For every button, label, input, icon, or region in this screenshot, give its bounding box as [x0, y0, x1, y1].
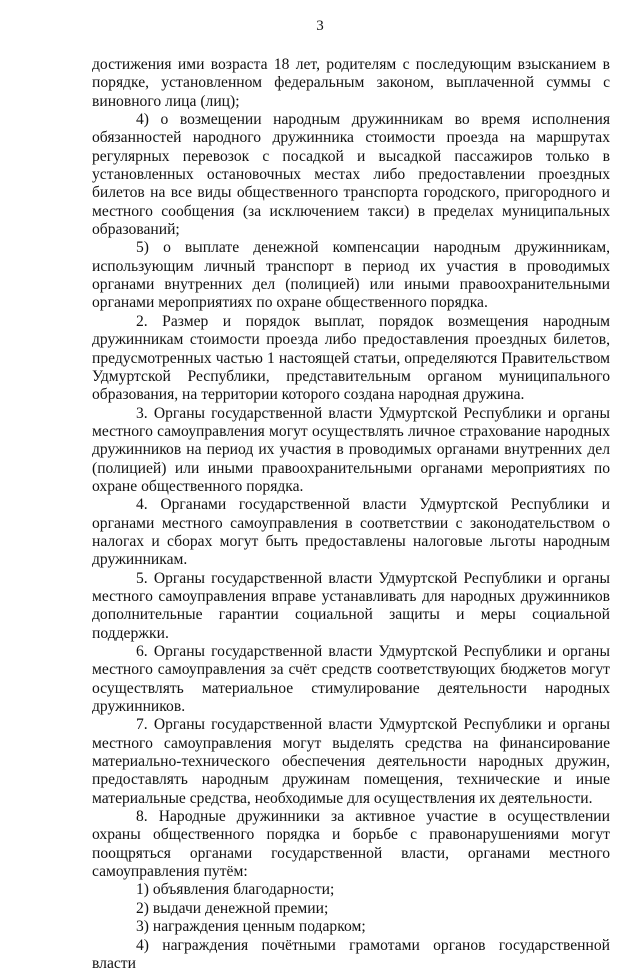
paragraph-part-2: 2. Размер и порядок выплат, порядок возмещения народным дружинникам стоимости проезда либо предоставления проездных билетов, предусмотренных частью 1 настоящей статьи, определяются Правительством Удмуртской Республики, представительным органом муниципального образования, на территории которого создана народная дружина. [92, 313, 610, 405]
list-item-3: 3) награждения ценным подарком; [92, 918, 610, 936]
paragraph-part-6: 6. Органы государственной власти Удмуртской Республики и органы местного самоуправления за счёт средств соответствующих бюджетов могут осуществлять материальное стимулирование деятельности народных дружинников. [92, 643, 610, 716]
list-item-2: 2) выдачи денежной премии; [92, 900, 610, 918]
list-item-1: 1) объявления благодарности; [92, 881, 610, 899]
paragraph-part-4: 4. Органами государственной власти Удмуртской Республики и органами местного самоуправления в соответствии с законодательством о налогах и сборах могут быть предоставлены налоговые льготы народным дружинникам. [92, 496, 610, 569]
page-number: 3 [0, 17, 640, 35]
paragraph-part-7: 7. Органы государственной власти Удмуртской Республики и органы местного самоуправления могут выделять средства на финансирование материально-технического обеспечения деятельности народных дружин, предоставлять народным дружинам помещения, технические и иные материальные средства, необходимые для осуществления их деятельности. [92, 716, 610, 808]
paragraph-continuation: достижения ими возраста 18 лет, родителям с последующим взысканием в порядке, установленном федеральным законом, выплаченной суммы с виновного лица (лиц); [92, 56, 610, 111]
paragraph-part-8: 8. Народные дружинники за активное участие в осуществлении охраны общественного порядка и борьбе с правонарушениями могут поощряться органами государственной власти, органами местного самоуправления путём: [92, 808, 610, 881]
paragraph-part-3: 3. Органы государственной власти Удмуртской Республики и органы местного самоуправления могут осуществлять личное страхование народных дружинников на период их участия в проводимых органами внутренних дел (полицией) или иными правоохранительными органами мероприятиях по охране общественного порядка. [92, 405, 610, 497]
paragraph-part-5: 5. Органы государственной власти Удмуртской Республики и органы местного самоуправления вправе устанавливать для народных дружинников дополнительные гарантии социальной защиты и меры социальной поддержки. [92, 570, 610, 643]
paragraph-item-4: 4) о возмещении народным дружинникам во время исполнения обязанностей народного дружинника стоимости проезда на маршрутах регулярных перевозок с посадкой и высадкой пассажиров только в установленных остановочных местах либо предоставлении проездных билетов на все виды общественного транспорта городского, пригородного и местного сообщения (за исключением такси) в пределах муниципальных образований; [92, 111, 610, 239]
paragraph-item-5: 5) о выплате денежной компенсации народным дружинникам, использующим личный транспорт в период их участия в проводимых органами внутренних дел (полицией) или иными правоохранительными органами мероприятиях по охране общественного порядка. [92, 239, 610, 312]
document-body [92, 56, 610, 973]
list-item-4: 4) награждения почётными грамотами органов государственной власти [92, 937, 610, 973]
